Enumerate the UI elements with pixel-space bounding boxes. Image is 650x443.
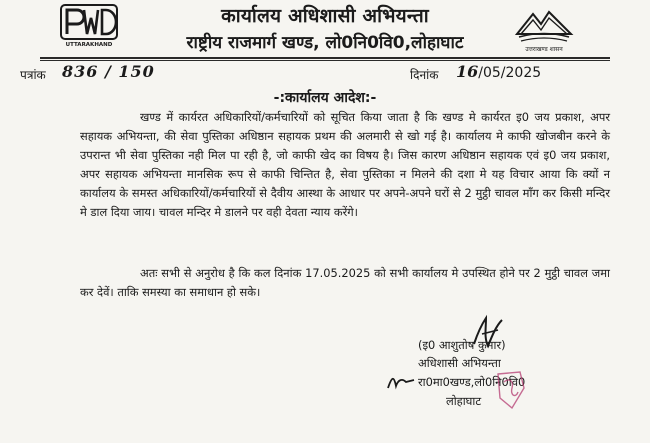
date-value — [456, 62, 541, 81]
header-divider — [40, 57, 610, 59]
header-divider-thin — [40, 60, 610, 61]
date-month-year: /05/2025 — [478, 65, 542, 81]
division-name-heading: राष्ट्रीय राजमार्ग खण्ड, लो0नि0वि0,लोहाघाट — [186, 33, 464, 53]
patrank-value: 836 / 150 — [62, 62, 155, 81]
order-title: -:कार्यालय आदेश:- — [273, 90, 377, 106]
signatory-place: लोहाघाट — [446, 394, 482, 408]
office-name-heading: कार्यालय अधिशासी अभियन्ता — [221, 5, 429, 27]
svg-text:UTTARAKHAND: UTTARAKHAND — [65, 42, 113, 48]
patrank-label: पत्रांक — [20, 68, 46, 82]
signatory-name: (इ0 आशुतोष कुमार) — [418, 338, 506, 352]
handwritten-initial-icon — [384, 372, 420, 392]
svg-text:उत्तराखण्ड शासन: उत्तराखण्ड शासन — [525, 46, 563, 53]
signatory-office: रा0मा0खण्ड,लो0नि0वि0 — [418, 375, 526, 389]
body-paragraph-1: खण्ड में कार्यरत अधिकारियों/कर्मचारियों को सूचित किया जाता है कि खण्ड मे कार्यरत इ0 जय प्रकाश, अपर सहायक अभियन्ता, की सेवा पुस्तिका अधिष्ठान सहायक प्रथम की अलमारी से खो गई है। कार्यालय मे काफी खोजबीन करने के उपरान्त भी सेवा पुस्तिका नही मिल पा रही है, जो काफी खेद का विषय है। जिस कारण अधिष्ठान सहायक एवं इ0 जय प्रकाश, अपर सहायक अभियन्ता मानसिक रूप से काफी चिन्तित है, सेवा पुस्तिका न मिलने की दशा मे यह विचार आया कि क्यों न कार्यालय के समस्त अधिकारियों/कर्मचारियों से दैवीय आस्था के आधार पर अपने-अपने घरों से 2 मुट्ठी चावल माँग कर किसी मन्दिर मे डाल दिया जाय। चावल मन्दिर मे डालने पर वही देवता न्याय करेंगे। — [80, 110, 610, 219]
ink-stamp-icon — [490, 368, 530, 412]
date-label: दिनांक — [410, 68, 439, 82]
date-day-handwritten: 16 — [456, 62, 479, 81]
uttarakhand-emblem-icon — [511, 4, 577, 54]
signatory-designation: अधिशासी अभियन्ता — [418, 356, 501, 370]
body-paragraph-2: अतः सभी से अनुरोध है कि कल दिनांक 17.05.2025 को सभी कार्यालय मे उपस्थित होने पर 2 मुट्ठी चावल जमा कर देवें। ताकि समस्या का समाधान हो सके। — [80, 266, 610, 299]
